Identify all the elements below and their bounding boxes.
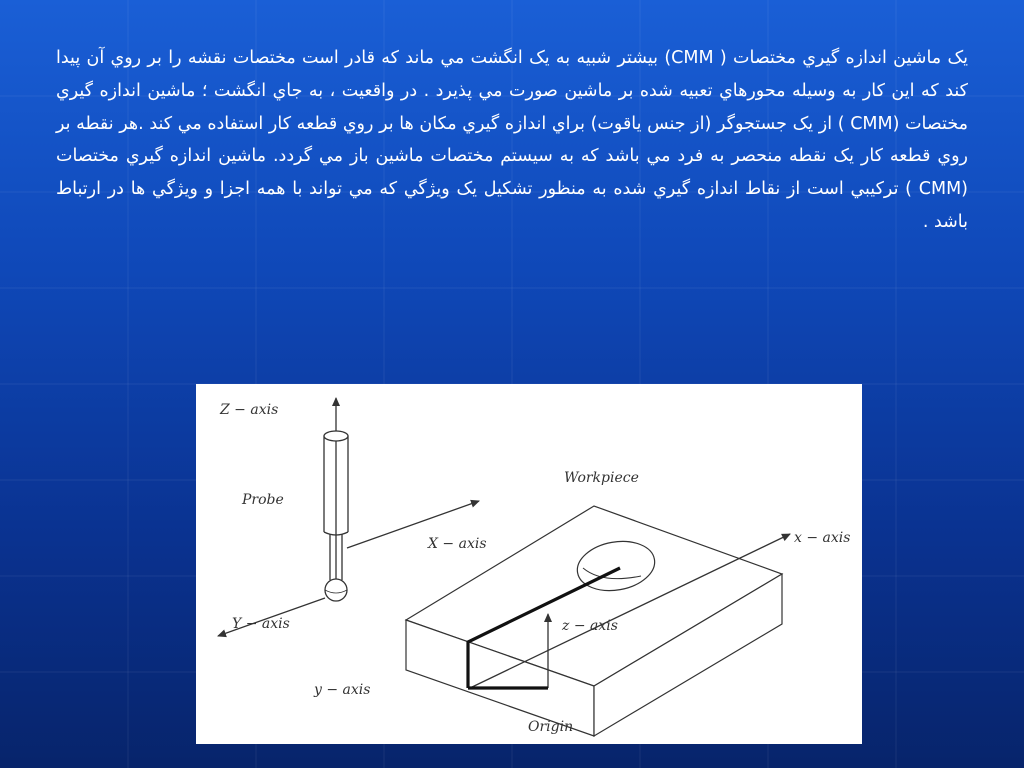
cmm-description-paragraph: يک ماشين اندازه گيري مختصات ( CMM) بيشتر شبيه به يک انگشت مي ماند که قادر است مختصات نقشه را بر روي آن پيدا کند که اين کار به وسيله محورهاي تعبيه شده بر ماشين صورت مي پذيرد . در واقعيت ، به جاي انگشت ؛ ماشين اندازه گيري مختصات (CMM ) از يک جستجوگر (از جنس ياقوت) براي اندازه گيري مکان ها بر روي قطعه کار استفاده مي کند .هر نقطه بر روي قطعه کار يک نقطه منحصر به فرد مي باشد که به سيستم مختصات ماشين باز مي گردد. ماشين اندازه گيري مختصات (CMM ) ترکيبي است از نقاط اندازه گيري شده به منظور تشکيل يک ويژگي که مي تواند با همه اجزا و ويژگي ها در ارتباط باشد . <box>56 48 968 232</box>
probe-illustration <box>324 398 348 601</box>
label-part-z-axis: z − axis <box>562 618 618 634</box>
label-machine-z-axis: Z − axis <box>220 402 279 418</box>
label-part-y-axis: y − axis <box>314 682 371 698</box>
label-part-x-axis: x − axis <box>794 530 851 546</box>
cmm-diagram-svg <box>196 384 862 744</box>
label-workpiece: Workpiece <box>564 470 639 486</box>
label-machine-x-axis: X − axis <box>428 536 487 552</box>
label-machine-y-axis: Y − axis <box>232 616 290 632</box>
label-probe: Probe <box>242 492 284 508</box>
label-origin: Origin <box>528 719 574 735</box>
cmm-diagram-figure <box>196 384 862 744</box>
slide-body-text <box>56 42 968 239</box>
